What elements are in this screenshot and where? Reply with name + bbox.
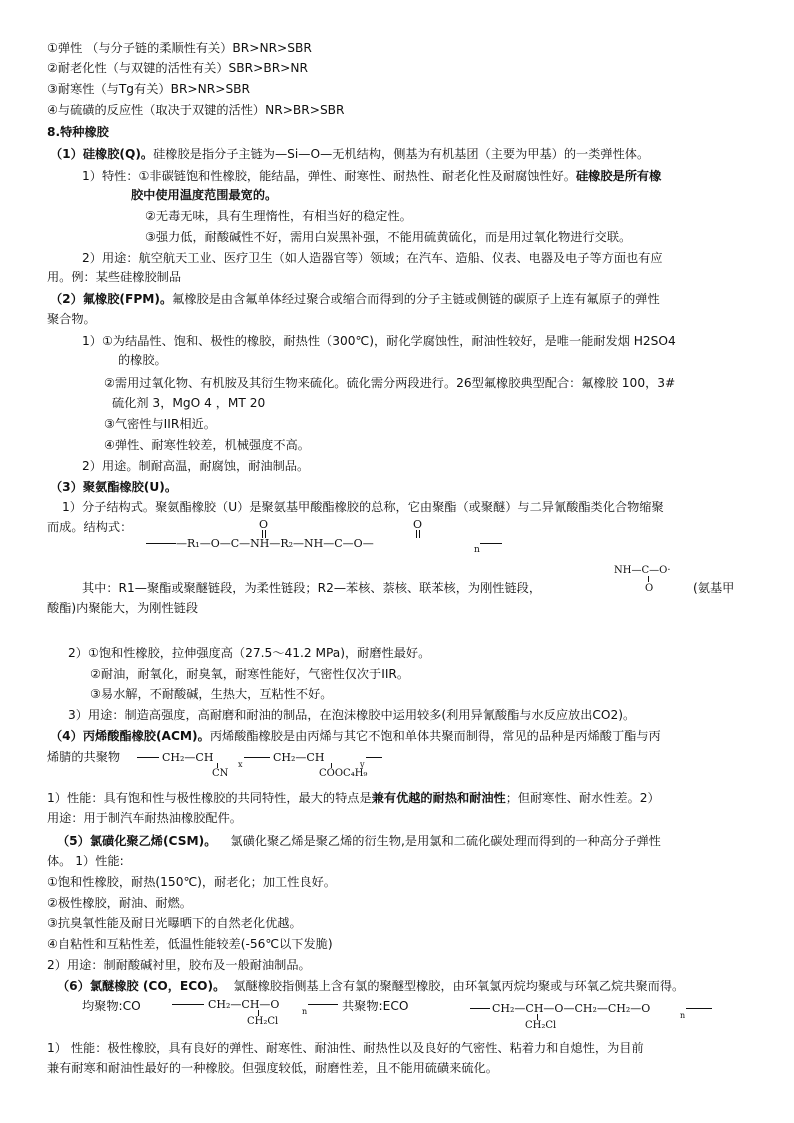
property-sulfur: ④与硫磺的反应性（取决于双键的活性）NR>BR>SBR (47, 103, 345, 117)
co-paragraph (57, 978, 684, 994)
silicone-property-1-text: 1）特性：①非碳链饱和性橡胶，能结晶，弹性、耐寒性、耐热性、耐老化性及耐腐蚀性好。 (82, 169, 576, 183)
fluoro-definition-2: 聚合物。 (47, 312, 96, 326)
carbamate-main: NH—C—O· (614, 565, 671, 576)
eco-left-bond (470, 1008, 490, 1009)
formula-main-chain: —R₁—O—C—NH—R₂—NH—C—O— (176, 537, 374, 550)
polyurethane-note-1-tail: (氨基甲 (693, 581, 735, 595)
polyurethane-note-1: 其中：R1—聚酯或聚醚链段，为柔性链段；R2—苯核、萘核、联苯核，为刚性链段， (82, 581, 542, 595)
fluoro-heading: （2）氟橡胶(FPM)。 (50, 292, 173, 306)
eco-right-bond (686, 1008, 712, 1009)
co-property-1: 1） 性能：极性橡胶，具有良好的弹性、耐寒性、耐油性、耐热性以及良好的气密性、粘着力和自熄性，为目前 (47, 1041, 644, 1055)
co-definition: 氯醚橡胶指侧基上含有氯的聚醚型橡胶，由环氧氯丙烷均聚或与环氧乙烷共聚而得。 (233, 979, 685, 993)
acrylate-mid-bond (244, 757, 270, 758)
fluoro-property-1: 1）①为结晶性、饱和、极性的橡胶，耐热性（300℃)，耐化学腐蚀性，耐油性较好，是唯一能耐发烟 H2SO4 (82, 334, 676, 348)
property-elasticity: ①弹性 （与分子链的柔顺性有关）BR>NR>SBR (47, 41, 312, 55)
fluoro-property-1b: 的橡胶。 (118, 353, 167, 367)
csm-property-2: ②极性橡胶，耐油、耐燃。 (47, 896, 192, 910)
csm-use: 2）用途：制耐酸碱衬里，胶布及一般耐油制品。 (47, 958, 311, 972)
formula-double-bond-2 (416, 530, 417, 538)
csm-property-3: ③抗臭氧性能及耐日光曝晒下的自然老化优越。 (47, 916, 302, 930)
csm-definition-2: 体。 1）性能: (47, 854, 124, 868)
acrylate-unit-1: CH₂—CH (162, 751, 214, 764)
formula-carbonyl-o-1: O (259, 518, 269, 531)
acrylate-definition: 丙烯酸酯橡胶是由丙烯与其它不饱和单体共聚而制得，常见的品种是丙烯酸丁酯与丙 (209, 729, 661, 743)
acrylate-definition-2: 烯腈的共聚物 (47, 750, 121, 764)
acrylate-property (47, 790, 660, 806)
acrylate-property-text: 1）性能：具有饱和性与极性橡胶的共同特性，最大的特点是 (47, 791, 372, 805)
co-main-chain: CH₂—CH—O (208, 998, 280, 1011)
silicone-use-2: 用。例：某些硅橡胶制品 (47, 270, 182, 284)
silicone-property-2: ②无毒无味，具有生理惰性，有相当好的稳定性。 (145, 209, 412, 223)
acrylate-property-tail: ；但耐寒性、耐水性差。2） (505, 791, 660, 805)
polyurethane-structure-2: 而成。结构式： (47, 520, 133, 534)
eco-repeat-n: n (680, 1011, 686, 1020)
csm-paragraph (57, 833, 661, 849)
silicone-highlight-2: 胶中使用温度范围最宽的。 (131, 188, 278, 202)
acrylate-use: 用途：用于制汽车耐热油橡胶配件。 (47, 811, 242, 825)
section-heading-special-rubber: 8.特种橡胶 (47, 125, 109, 139)
formula-right-bond (480, 543, 502, 544)
polyurethane-use: 3）用途：制造高强度，高耐磨和耐油的制品，在泡沫橡胶中运用较多(利用异氰酸酯与水反应放出CO2)。 (68, 708, 636, 722)
silicone-definition: 硅橡胶是指分子主链为—Si—O—无机结构，侧基为有机基团（主要为甲基）的一类弹性体。 (153, 147, 650, 161)
polyurethane-structure-1: 1）分子结构式。聚氨酯橡胶（U）是聚氨基甲酸酯橡胶的总称，它由聚酯（或聚醚）与二异氰酸酯类化合物缩聚 (62, 500, 664, 514)
property-aging: ②耐老化性（与双键的活性有关）SBR>BR>NR (47, 61, 308, 75)
acrylate-left-bond (137, 757, 159, 758)
polyurethane-property-2: ②耐油，耐氧化，耐臭氧，耐寒性能好，气密性仅次于IIR。 (90, 667, 410, 681)
co-homopolymer-label: 均聚物:CO (82, 999, 141, 1013)
co-side-group: CH₂Cl (247, 1016, 279, 1027)
csm-property-4: ④自粘性和互粘性差，低温性能较差(-56℃以下发脆) (47, 937, 333, 951)
property-cold: ③耐寒性（与Tg有关）BR>NR>SBR (47, 82, 251, 96)
fluoro-property-2: ②需用过氧化物、有机胺及其衍生物来硫化。硫化需分两段进行。26型氟橡胶典型配合：氟橡胶 100，3# (104, 376, 676, 390)
fluoro-use: 2）用途。制耐高温，耐腐蚀，耐油制品。 (82, 459, 310, 473)
acrylate-cn: CN (212, 768, 229, 779)
polyurethane-property-1: 2）①饱和性橡胶，拉伸强度高（27.5～41.2 MPa)，耐磨性最好。 (68, 646, 431, 660)
silicone-use-1: 2）用途：航空航天工业、医疗卫生（如人造器官等）领域；在汽车、造船、仪表、电器及电子等方面也有应 (82, 251, 663, 265)
co-heading: （6）氯醚橡胶 (CO，ECO)。 (57, 979, 226, 993)
csm-property-1: ①饱和性橡胶，耐热(150℃)，耐老化；加工性良好。 (47, 875, 336, 889)
silicone-property-3: ③强力低，耐酸碱性不好，需用白炭黑补强，不能用硫黄硫化，而是用过氧化物进行交联。 (145, 230, 632, 244)
acrylate-paragraph (50, 728, 661, 744)
acrylate-x: x (238, 760, 243, 769)
eco-main-chain: CH₂—CH—O—CH₂—CH₂—O (492, 1002, 651, 1015)
acrylate-highlight: 兼有优越的耐热和耐油性 (371, 791, 506, 805)
fluoro-property-4: ④弹性、耐寒性较差，机械强度不高。 (104, 438, 310, 452)
formula-left-bond (146, 543, 176, 544)
fluoro-property-2b: 硫化剂 3，MgO 4 ，MT 20 (112, 396, 266, 410)
carbamate-o: O (645, 583, 654, 594)
eco-side-group: CH₂Cl (525, 1020, 557, 1031)
csm-definition: 氯磺化聚乙烯是聚乙烯的衍生物,是用氯和二硫化碳处理而得到的一种高分子弹性 (230, 834, 661, 848)
co-copolymer-label: 共聚物:ECO (342, 999, 409, 1013)
polyurethane-heading: （3）聚氨酯橡胶(U)。 (50, 480, 178, 494)
co-right-bond (308, 1004, 338, 1005)
csm-heading: （5）氯磺化聚乙烯(CSM)。 (57, 834, 217, 848)
polyurethane-property-3: ③易水解，不耐酸碱，生热大，互粘性不好。 (90, 687, 333, 701)
co-repeat-n: n (302, 1007, 308, 1016)
co-property-2: 兼有耐寒和耐油性最好的一种橡胶。但强度较低，耐磨性差，且不能用硫磺来硫化。 (47, 1061, 498, 1075)
acrylate-right-bond (366, 757, 382, 758)
acrylate-heading: （4）丙烯酸酯橡胶(ACM)。 (50, 729, 210, 743)
formula-double-bond-2b (419, 530, 420, 538)
acrylate-unit-2: CH₂—CH (273, 751, 325, 764)
silicone-paragraph (50, 146, 649, 162)
formula-carbonyl-o-2: O (413, 518, 423, 531)
polyurethane-note-2: 酸酯)内聚能大，为刚性链段 (47, 601, 199, 615)
acrylate-y: y (360, 760, 365, 769)
silicone-highlight-1: 硅橡胶是所有橡 (576, 169, 662, 183)
acrylate-coo: COOC₄H₉ (319, 768, 368, 779)
formula-repeat-n: n (474, 545, 480, 555)
silicone-heading: （1）硅橡胶(Q)。 (50, 147, 154, 161)
silicone-property-1 (82, 168, 661, 184)
fluoro-definition: 氟橡胶是由含氟单体经过聚合或缩合而得到的分子主链或侧链的碳原子上连有氟原子的弹性 (172, 292, 660, 306)
co-left-bond (172, 1004, 204, 1005)
fluoro-property-3: ③气密性与IIR相近。 (104, 417, 216, 431)
fluoro-paragraph (50, 291, 660, 307)
